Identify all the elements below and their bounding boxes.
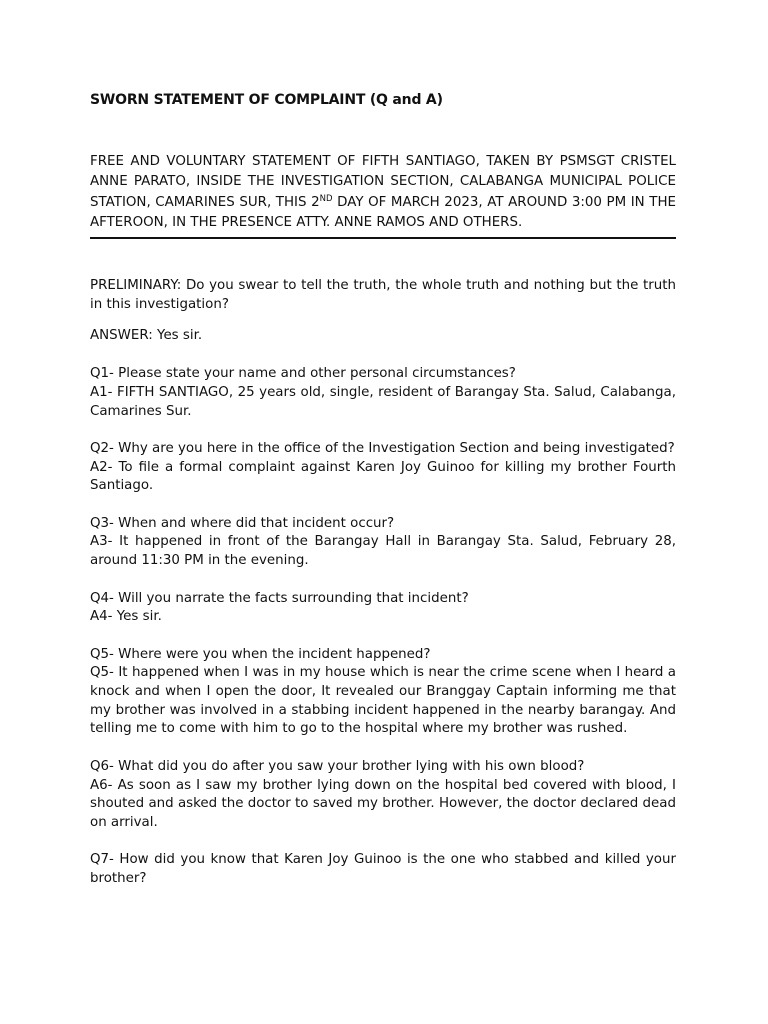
question-6: Q6- What did you do after you saw your brother lying with his own blood? [90, 758, 585, 774]
qa-item-5 [90, 646, 676, 740]
answer-6: A6- As soon as I saw my brother lying down on the hospital bed covered with blood, I shouted and asked the doctor to saved my brother. However, the doctor declared dead on arrival. [90, 777, 676, 830]
question-2: Q2- Why are you here in the office of the Investigation Section and being investigated? [90, 440, 675, 456]
answer-3: A3- It happened in front of the Barangay Hall in Barangay Sta. Salud, February 28, around 11:30 PM in the evening. [90, 534, 676, 569]
qa-item-3 [90, 515, 676, 571]
question-1: Q1- Please state your name and other personal circumstances? [90, 366, 516, 382]
intro-superscript: ND [319, 193, 333, 204]
intro-statement [90, 152, 676, 233]
answer-5: Q5- It happened when I was in my house which is near the crime scene when I heard a knock and when I open the door, It revealed our Branggay Captain informing me that my brother was involved in a stabbing incident happened in the nearby barangay. And telling me to come with him to go to the hospital where my brother was rushed. [90, 665, 676, 737]
preliminary-answer: ANSWER: Yes sir. [90, 328, 203, 344]
answer-1: A1- FIFTH SANTIAGO, 25 years old, single, resident of Barangay Sta. Salud, Calabanga, Camarines Sur. [90, 384, 676, 419]
question-3: Q3- When and where did that incident occur? [90, 515, 395, 531]
qa-item-2 [90, 440, 676, 496]
intro-text: FREE AND VOLUNTARY STATEMENT OF FIFTH SANTIAGO, TAKEN BY PSMSGT CRISTEL ANNE PARATO, INSIDE THE INVESTIGATION SECTION, CALABANGA MUNICIPAL POLICE STATION, CAMARINES SUR, THIS 2 [90, 154, 676, 210]
intro-text-continued: DAY OF MARCH 2023, AT AROUND 3:00 PM IN THE AFTEROON, IN THE PRESENCE ATTY. ANNE RAMOS AND OTHERS. [90, 194, 677, 230]
qa-item-1 [90, 365, 676, 421]
qa-item-4 [90, 590, 676, 627]
question-7: Q7- How did you know that Karen Joy Guinoo is the one who stabbed and killed your brother? [90, 852, 676, 886]
question-5: Q5- Where were you when the incident happened? [90, 646, 431, 662]
answer-4: A4- Yes sir. [90, 609, 162, 625]
section-divider [90, 237, 676, 239]
qa-item-6 [90, 758, 676, 833]
qa-body [90, 277, 676, 907]
preliminary-question: PRELIMINARY: Do you swear to tell the truth, the whole truth and nothing but the truth in this investigation? [90, 278, 676, 312]
question-4: Q4- Will you narrate the facts surrounding that incident? [90, 590, 469, 606]
qa-item-7 [90, 851, 676, 888]
answer-2: A2- To file a formal complaint against Karen Joy Guinoo for killing my brother Fourth Santiago. [90, 459, 676, 494]
document-title: SWORN STATEMENT OF COMPLAINT (Q and A) [90, 92, 443, 108]
